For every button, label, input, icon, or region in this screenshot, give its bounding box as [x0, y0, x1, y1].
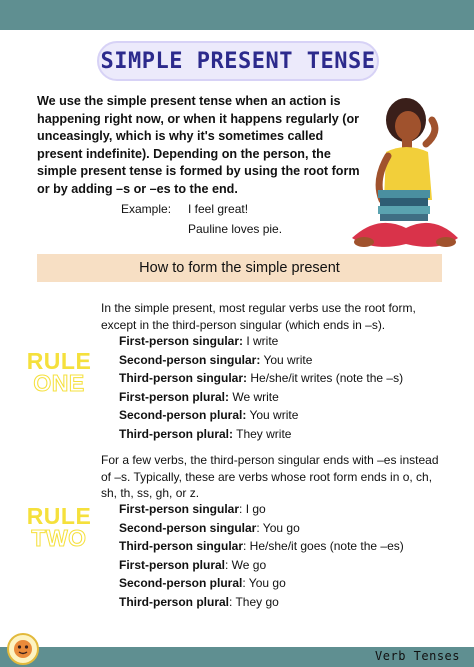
rule-one-badge — [19, 350, 99, 394]
list-item: First-person singular: I go — [119, 502, 266, 516]
page-title: SIMPLE PRESENT TENSE — [100, 48, 376, 74]
rule-two-list — [119, 500, 404, 612]
list-item: Second-person singular: You write — [119, 352, 313, 367]
list-item: Third-person singular: He/she/it goes (note the –es) — [119, 539, 404, 554]
rule-two-word: RULE — [26, 503, 92, 529]
footer-label: Verb Tenses — [375, 649, 460, 663]
howto-heading: How to form the simple present — [139, 260, 340, 276]
list-item: First-person singular: I write — [119, 334, 279, 348]
list-item: Third-person plural: They write — [119, 426, 292, 441]
girl-sitting-with-books-icon — [348, 96, 460, 252]
rule-one-paragraph: In the simple present, most regular verbs use the root form, except in the third-person singular (which ends in –s). — [101, 301, 416, 332]
title-pill — [97, 41, 379, 81]
rule-two-badge — [19, 505, 99, 549]
intro-paragraph: We use the simple present tense when an action is happening right now, or when it happens regularly (or unceasingly, which is why it's sometimes called present indefinite). Depending on the person, the simple present tense is formed by using the root form or by adding –s or –es to the end. — [37, 94, 360, 196]
round-logo-icon — [6, 632, 40, 666]
rule-one-number: ONE — [33, 370, 85, 396]
list-item: Second-person plural: You write — [119, 408, 299, 423]
example-label: Example: — [121, 202, 172, 216]
top-band — [0, 0, 474, 30]
rule-one-list — [119, 332, 403, 444]
list-item: Third-person plural: They go — [119, 594, 279, 609]
list-item: First-person plural: We write — [119, 389, 279, 404]
list-item: Second-person singular: You go — [119, 520, 300, 535]
list-item: Second-person plural: You go — [119, 576, 286, 591]
rule-two-number: TWO — [31, 525, 87, 551]
example-line-1: I feel great! — [188, 202, 249, 216]
example-line-2: Pauline loves pie. — [188, 222, 283, 236]
rule-one-word: RULE — [26, 348, 92, 374]
list-item: Third-person singular: He/she/it writes (note the –s) — [119, 371, 404, 386]
example-row — [121, 202, 248, 216]
list-item: First-person plural: We go — [119, 557, 267, 572]
howto-heading-band — [37, 254, 442, 282]
rule-two-paragraph: For a few verbs, the third-person singular ends with –es instead of –s. Typically, these are verbs whose root form ends in o, ch, sh, th, ss, gh, or z. — [101, 453, 439, 501]
